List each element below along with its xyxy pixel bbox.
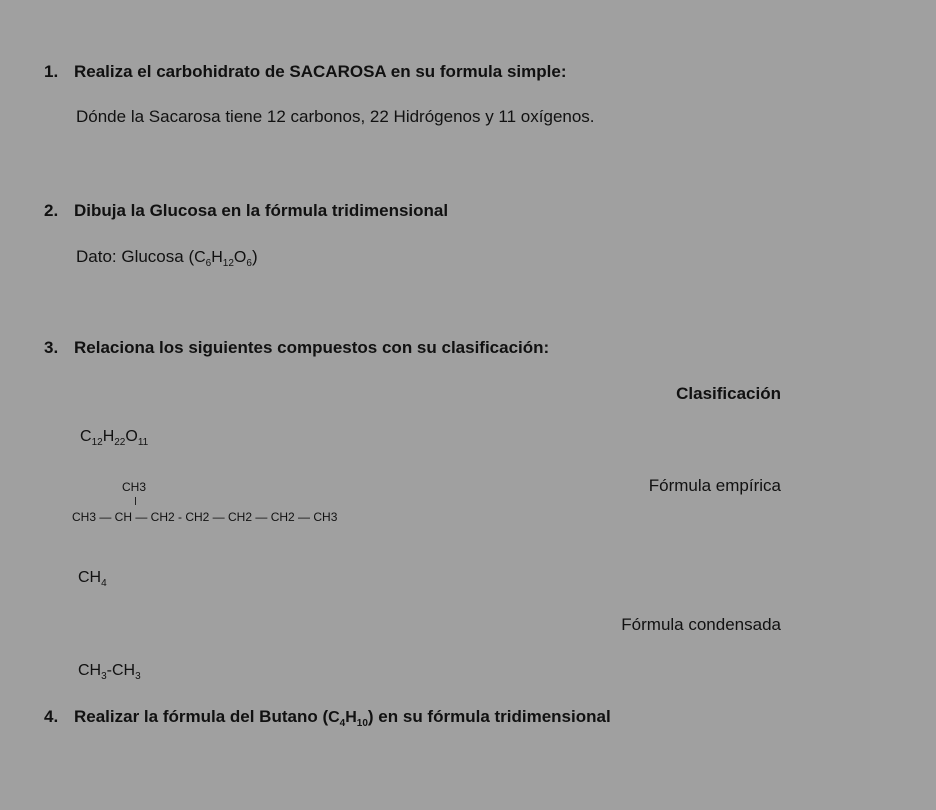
question-4-title: 4. Realizar la fórmula del Butano $(C_4H_{10})$ en su fórmula tridimensional [44, 707, 611, 729]
compound-ethane-formula: $CH_3-CH_3$ [78, 662, 141, 682]
glucose-label: Dato: Glucosa ( [76, 247, 195, 266]
question-2-text: Dibuja la Glucosa en la fórmula tridimensional [74, 201, 449, 220]
question-4-number: 4. [44, 707, 59, 726]
question-2-number: 2. [44, 201, 59, 220]
structural-branch: CH3 [122, 480, 147, 494]
question-1-detail: Dónde la Sacarosa tiene 12 carbonos, 22 Hidrógenos y 11 oxígenos. [76, 107, 595, 126]
compound-methane-formula: $CH_4$ [78, 569, 107, 589]
glucose-formula: $C_6H_{12}O_6$ [194, 249, 252, 269]
classification-condensed: Fórmula condensada [621, 615, 781, 634]
structural-branch-bond [135, 497, 136, 505]
question-3-text: Relaciona los siguientes compuestos con su clasificación: [74, 338, 550, 357]
classification-header: Clasificación [676, 384, 781, 403]
butane-formula: $C_4H_{10}$ [328, 709, 368, 729]
structural-chain: CH3 — CH — CH2 - CH2 — CH2 — CH2 — CH3 [72, 510, 338, 524]
classification-empirical: Fórmula empírica [648, 476, 781, 495]
question-2-title [44, 201, 448, 221]
question-1-number: 1. [44, 62, 59, 81]
question-1-title [44, 62, 566, 82]
question-2-detail: Dato: Glucosa $(C_6H_{12}O_6)$ [76, 247, 258, 269]
question-3-title [44, 338, 549, 358]
compound-structural-formula [72, 480, 412, 530]
compound-sucrose-formula: $C_{12}H_{22}O_{11}$ [80, 428, 149, 448]
question-1-text: Realiza el carbohidrato de SACAROSA en su formula simple: [74, 62, 567, 81]
question-3-number: 3. [44, 338, 59, 357]
